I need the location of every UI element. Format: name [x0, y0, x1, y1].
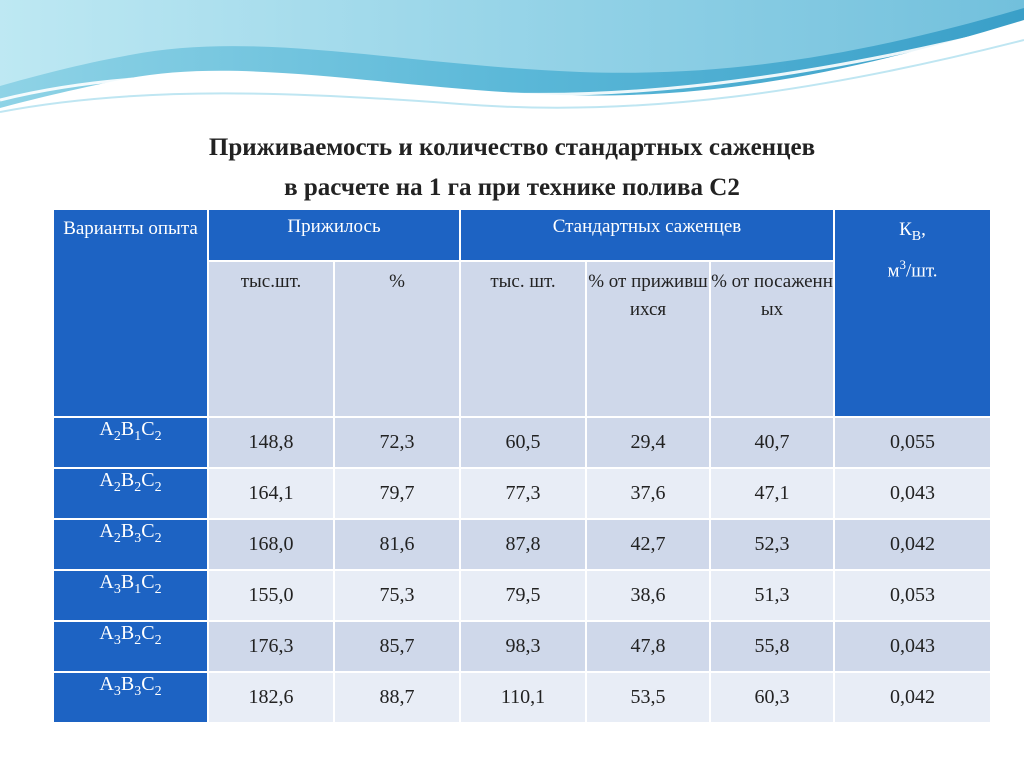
cell-v1: 164,1 [208, 468, 334, 519]
cell-v2: 85,7 [334, 621, 460, 672]
row-variant-label [53, 519, 208, 570]
variant-sub-b: 3 [134, 684, 142, 699]
page-title [40, 128, 984, 208]
variant-sub-b: 1 [134, 582, 142, 597]
wave-decoration [0, 0, 1024, 130]
header-variants: Варианты опыта [53, 209, 208, 417]
cell-v5: 51,3 [710, 570, 834, 621]
cell-v5: 47,1 [710, 468, 834, 519]
cell-v4: 29,4 [586, 417, 710, 468]
subheader-pct-planted: % от посаженных [710, 261, 834, 417]
cell-v2: 72,3 [334, 417, 460, 468]
cell-v6: 0,043 [834, 621, 991, 672]
header-survived: Прижилось [208, 209, 460, 261]
variant-sub-a: 2 [113, 429, 121, 444]
kv-comma: , [921, 219, 926, 240]
cell-v3: 77,3 [460, 468, 586, 519]
variant-sub-a: 3 [113, 582, 121, 597]
cell-v6: 0,042 [834, 519, 991, 570]
cell-v2: 79,7 [334, 468, 460, 519]
variant-sub-c: 2 [154, 531, 162, 546]
variant-sub-a: 3 [113, 684, 121, 699]
cell-v2: 81,6 [334, 519, 460, 570]
row-variant-label [53, 672, 208, 723]
variant-letter-c: С [141, 469, 155, 491]
variant-letter-b: В [120, 571, 135, 593]
variant-sub-b: 1 [134, 429, 142, 444]
cell-v2: 75,3 [334, 570, 460, 621]
row-variant-label [53, 417, 208, 468]
cell-v4: 47,8 [586, 621, 710, 672]
cell-v3: 110,1 [460, 672, 586, 723]
variant-letter-a: А [99, 520, 114, 542]
table-row [53, 672, 991, 723]
variant-sub-c: 2 [154, 633, 162, 648]
cell-v1: 176,3 [208, 621, 334, 672]
variant-sub-b: 2 [134, 633, 142, 648]
variant-sub-b: 2 [134, 480, 142, 495]
kv-unit-m: м [887, 260, 900, 282]
cell-v5: 55,8 [710, 621, 834, 672]
subheader-pct-survived: % от прижившихся [586, 261, 710, 417]
variant-letter-a: А [99, 418, 114, 440]
variant-letter-b: В [120, 469, 135, 491]
table-row [53, 468, 991, 519]
cell-v4: 38,6 [586, 570, 710, 621]
table-row [53, 519, 991, 570]
subheader-pct: % [334, 261, 460, 417]
variant-sub-c: 2 [154, 480, 162, 495]
variant-letter-b: В [120, 673, 135, 695]
cell-v6: 0,042 [834, 672, 991, 723]
cell-v3: 79,5 [460, 570, 586, 621]
kv-subscript: В [911, 228, 922, 244]
header-standard: Стандартных саженцев [460, 209, 834, 261]
variant-sub-c: 2 [154, 684, 162, 699]
cell-v5: 60,3 [710, 672, 834, 723]
cell-v1: 155,0 [208, 570, 334, 621]
cell-v4: 37,6 [586, 468, 710, 519]
cell-v6: 0,053 [834, 570, 991, 621]
kv-unit-sup: 3 [899, 256, 906, 272]
cell-v1: 168,0 [208, 519, 334, 570]
variant-sub-b: 3 [134, 531, 142, 546]
cell-v3: 87,8 [460, 519, 586, 570]
cell-v5: 52,3 [710, 519, 834, 570]
table-row [53, 570, 991, 621]
title-line-1: Приживаемость и количество стандартных саженцев [208, 134, 816, 161]
subheader-thous: тыс.шт. [208, 261, 334, 417]
variant-letter-a: А [99, 571, 114, 593]
variant-sub-a: 3 [113, 633, 121, 648]
row-variant-label [53, 468, 208, 519]
header-row-1 [53, 209, 991, 261]
variant-letter-a: А [99, 622, 114, 644]
subheader-thous-2: тыс. шт. [460, 261, 586, 417]
cell-v3: 98,3 [460, 621, 586, 672]
table-row [53, 417, 991, 468]
row-variant-label [53, 570, 208, 621]
variant-letter-b: В [120, 520, 135, 542]
variant-sub-c: 2 [154, 582, 162, 597]
variant-letter-c: С [141, 418, 155, 440]
cell-v1: 182,6 [208, 672, 334, 723]
variant-letter-c: С [141, 673, 155, 695]
cell-v4: 53,5 [586, 672, 710, 723]
variant-letter-b: В [120, 418, 135, 440]
cell-v4: 42,7 [586, 519, 710, 570]
variant-letter-c: С [141, 622, 155, 644]
variant-letter-c: С [141, 520, 155, 542]
cell-v3: 60,5 [460, 417, 586, 468]
cell-v6: 0,043 [834, 468, 991, 519]
cell-v1: 148,8 [208, 417, 334, 468]
cell-v6: 0,055 [834, 417, 991, 468]
cell-v5: 40,7 [710, 417, 834, 468]
variant-letter-a: А [99, 469, 114, 491]
kv-letter: К [899, 219, 912, 240]
variant-sub-c: 2 [154, 429, 162, 444]
cell-v2: 88,7 [334, 672, 460, 723]
variant-letter-a: А [99, 673, 114, 695]
variant-letter-b: В [120, 622, 135, 644]
variant-sub-a: 2 [113, 480, 121, 495]
variant-letter-c: С [141, 571, 155, 593]
variant-sub-a: 2 [113, 531, 121, 546]
title-line-2: в расчете на 1 га при технике полива С2 [284, 174, 740, 201]
data-table [52, 208, 992, 724]
kv-unit-rest: /шт. [905, 260, 938, 282]
table-row [53, 621, 991, 672]
header-kv [834, 209, 991, 417]
table-body [53, 417, 991, 723]
row-variant-label [53, 621, 208, 672]
